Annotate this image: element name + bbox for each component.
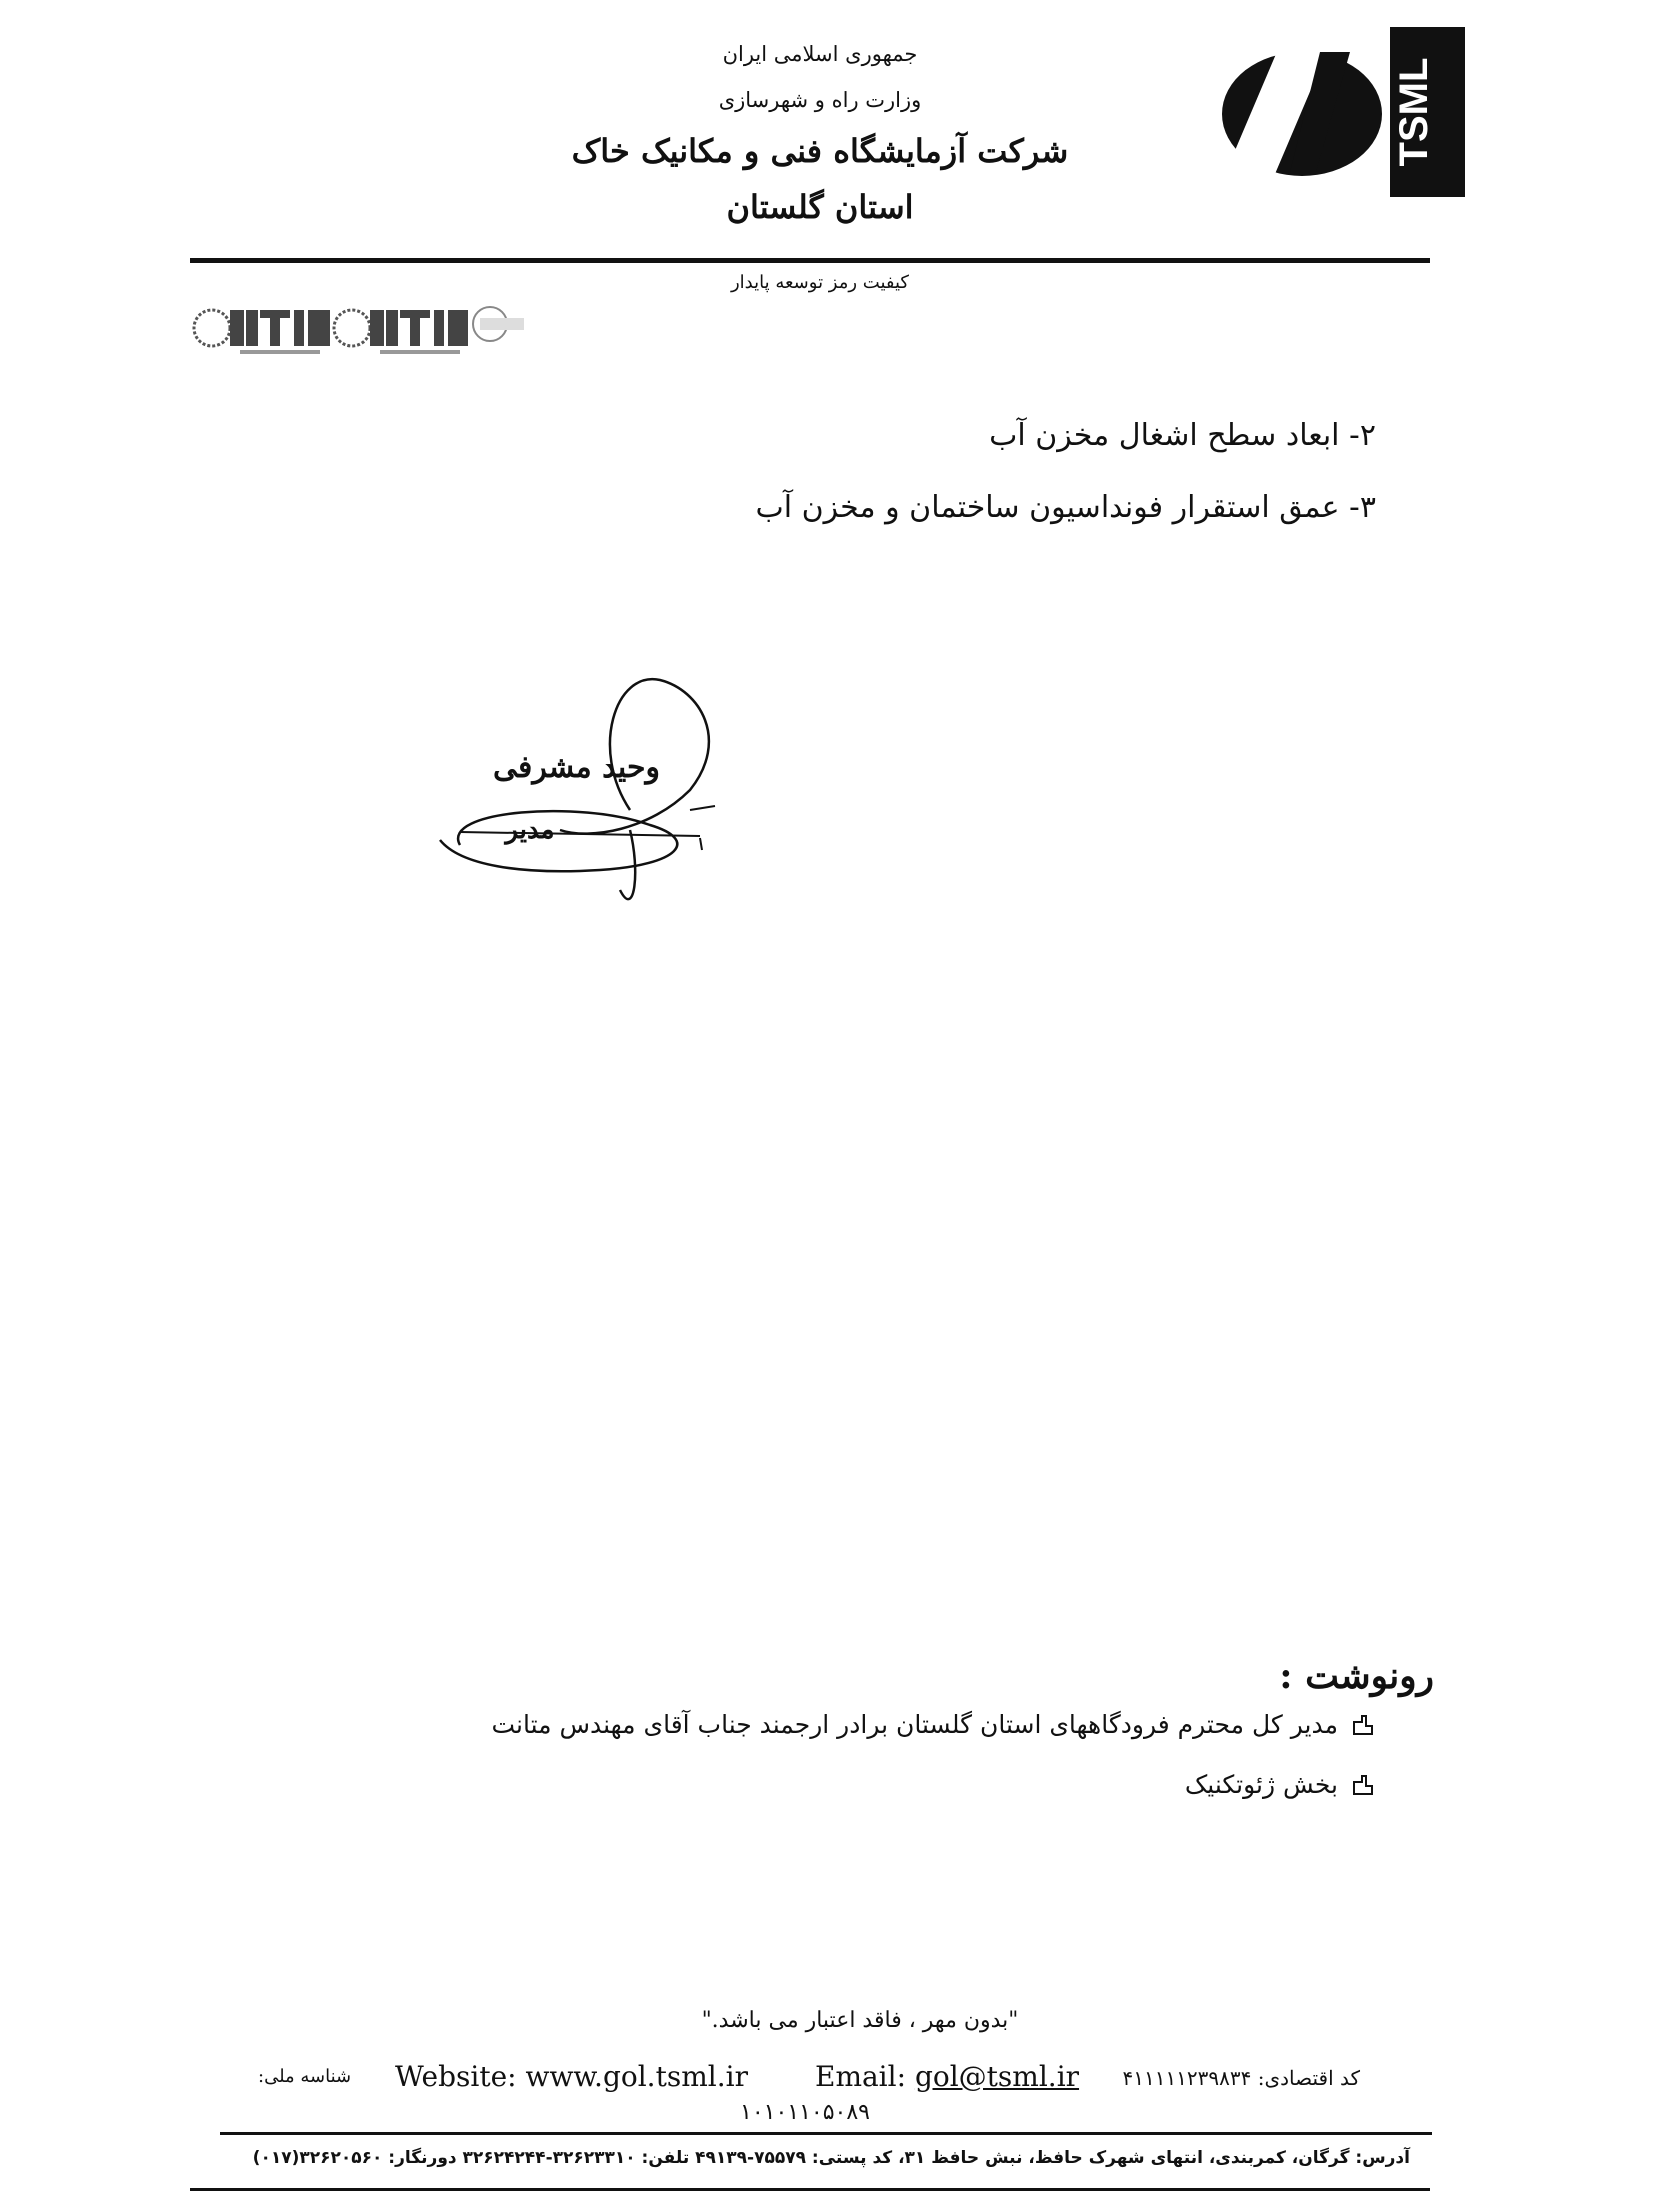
header-ministry: وزارت راه و شهرسازی <box>718 88 922 112</box>
tsml-logo <box>1220 22 1480 202</box>
header-company-name: شرکت آزمایشگاه فنی و مکانیک خاک <box>571 132 1069 170</box>
pointing-hand-icon <box>1350 1772 1376 1798</box>
cc-title: رونوشت : <box>1279 1655 1434 1697</box>
cc-item <box>1185 1770 1376 1799</box>
body-item-2: ۲- ابعاد سطح اشغال مخزن آب <box>989 418 1376 453</box>
cc-item <box>491 1710 1376 1739</box>
economic-code: کد اقتصادی: ۴۱۱۱۱۱۲۳۹۸۳۴ <box>1122 2066 1360 2090</box>
header-province: استان گلستان <box>726 188 914 226</box>
stamp-validity-note: "بدون مهر ، فاقد اعتبار می باشد." <box>701 2008 1019 2033</box>
national-id-label: شناسه ملی: <box>258 2066 352 2087</box>
nitic-logo-2 <box>334 310 468 354</box>
email-line <box>815 2060 1079 2093</box>
pointing-hand-icon <box>1350 1712 1376 1738</box>
national-id-value: ۱۰۱۰۱۱۰۵۰۸۹ <box>740 2100 870 2125</box>
email-link[interactable]: gol@tsml.ir <box>914 2060 1080 2093</box>
email-label: Email: <box>815 2060 907 2093</box>
header-country: جمهوری اسلامی ایران <box>722 42 918 66</box>
footer-divider-bottom <box>190 2188 1430 2191</box>
cc-item-text: مدیر کل محترم فرودگاههای استان گلستان برادر ارجمند جناب آقای مهندس متانت <box>491 1710 1338 1739</box>
tsml-logo-text: TSML <box>1392 57 1436 167</box>
body-item-3: ۳- عمق استقرار فونداسیون ساختمان و مخزن آب <box>755 490 1376 525</box>
handwritten-signature <box>400 600 820 980</box>
address-line: آدرس: گرگان، کمربندی، انتهای شهرک حافظ، نبش حافظ ۳۱، کد پستی: ۷۵۵۷۹-۴۹۱۳۹ تلفن: ۳۲۶۲۳۳۱۰-۳۲۶۲۴۲۴۴ دورنگار: ۳۲۶۲۰۵۶۰(۰۱۷) <box>252 2148 1410 2168</box>
header-divider <box>190 258 1430 263</box>
website-link[interactable]: Website: www.gol.tsml.ir <box>395 2060 748 2093</box>
certification-logos <box>190 288 530 370</box>
signatory-name: وحید مشرفی <box>492 750 660 785</box>
footer-divider-top <box>220 2132 1432 2135</box>
signatory-role: مدیر <box>505 815 555 845</box>
header-motto: کیفیت رمز توسعه پایدار <box>730 272 909 293</box>
cc-item-text: بخش ژئوتکنیک <box>1184 1770 1338 1799</box>
dakks-logo <box>473 307 524 341</box>
nitic-logo-1 <box>194 310 330 354</box>
